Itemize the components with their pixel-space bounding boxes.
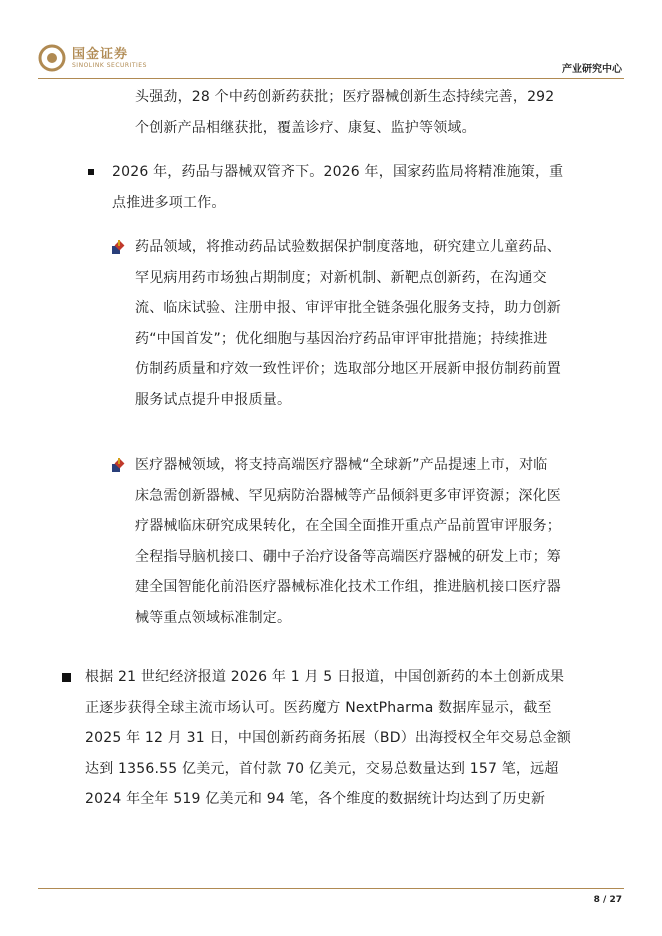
paragraph-2026-regulation — [112, 157, 563, 218]
text-line: 点推进多项工作。 — [112, 194, 226, 211]
logo-name-cn: 国金证券 — [72, 46, 129, 62]
text-line: 达到 1356.55 亿美元，首付款 70 亿美元，交易总数量达到 157 笔，远超 — [85, 760, 559, 777]
paragraph-device-sector — [135, 450, 561, 633]
text-line: 疗器械临床研究成果转化，在全国全面推开重点产品前置审评服务； — [135, 518, 561, 534]
text-line: 全程指导脑机接口、硼中子治疗设备等高端医疗器械的研发上市；筹 — [135, 548, 561, 565]
sinolink-logo-icon — [38, 44, 66, 72]
page-number: 8 / 27 — [593, 895, 622, 905]
text-line: 药“中国首发”；优化细胞与基因治疗药品审评审批措施；持续推进 — [135, 330, 548, 347]
text-line: 仿制药质量和疗效一致性评价；选取部分地区开展新申报仿制药前置 — [135, 361, 561, 377]
footer-divider — [38, 888, 624, 889]
paragraph-continuation — [135, 82, 554, 143]
text-line: 正逐步获得全球主流市场认可。医药魔方 NextPharma 数据库显示，截至 — [85, 699, 552, 716]
square-bullet-icon — [88, 169, 94, 175]
text-line: 流、临床试验、注册申报、审评审批全链条强化服务支持，助力创新 — [135, 300, 561, 316]
paragraph-bd-licensing — [85, 662, 571, 815]
text-line: 床急需创新器械、罕见病防治器械等产品倾斜更多审评资源；深化医 — [135, 487, 561, 504]
diamond-bullet-icon — [110, 457, 126, 473]
logo-name-en: SINOLINK SECURITIES — [72, 61, 147, 69]
text-line: 建全国智能化前沿医疗器械标准化技术工作组，推进脑机接口医疗器 — [135, 579, 561, 595]
text-line: 头强劲，28 个中药创新药获批；医疗器械创新生态持续完善，292 — [135, 89, 555, 105]
paragraph-drug-sector — [135, 232, 561, 415]
text-line: 药品领域，将推动药品试验数据保护制度落地，研究建立儿童药品、 — [135, 239, 561, 255]
text-line: 2025 年 12 月 31 日，中国创新药商务拓展（BD）出海授权全年交易总金额 — [85, 730, 572, 746]
text-line: 个创新产品相继获批，覆盖诊疗、康复、监护等领域。 — [135, 119, 476, 136]
text-line: 服务试点提升申报质量。 — [135, 391, 292, 408]
text-line: 2026 年，药品与器械双管齐下。2026 年，国家药监局将精准施策，重 — [112, 164, 564, 180]
text-line: 根据 21 世纪经济报道 2026 年 1 月 5 日报道，中国创新药的本土创新成果 — [85, 669, 565, 685]
header-section-title: 产业研究中心 — [562, 64, 622, 75]
text-line: 2024 年全年 519 亿美元和 94 笔，各个维度的数据统计均达到了历史新 — [85, 791, 546, 807]
diamond-bullet-icon — [110, 239, 126, 255]
logo-text — [72, 48, 147, 69]
header-divider — [38, 78, 624, 79]
text-line: 医疗器械领域，将支持高端医疗器械“全球新”产品提速上市，对临 — [135, 457, 548, 473]
company-logo — [38, 44, 147, 72]
text-line: 械等重点领域标准制定。 — [135, 609, 292, 626]
square-bullet-icon — [62, 673, 71, 682]
text-line: 罕见病用药市场独占期制度；对新机制、新靶点创新药，在沟通交 — [135, 269, 547, 286]
